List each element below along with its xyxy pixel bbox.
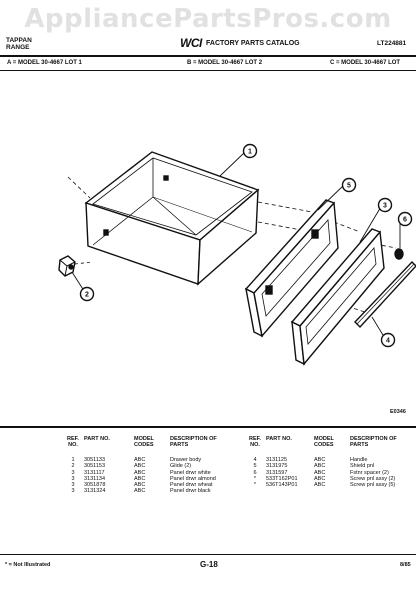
table-row <box>244 482 412 488</box>
cell-desc: Fstnr spacer (2) <box>350 469 389 476</box>
cell-code: ABC <box>314 469 326 476</box>
watermark-text: AppliancePartsPros.com <box>24 4 392 34</box>
cell-desc: Shield pnl <box>350 463 375 470</box>
parts-list-right <box>244 457 412 488</box>
cell-part: 3131597 <box>266 469 288 476</box>
table-header-row <box>244 436 412 448</box>
column-header-codes: MODEL CODES <box>314 436 334 448</box>
cell-code: ABC <box>134 457 146 463</box>
parts-table-right <box>244 436 412 488</box>
cell-ref: 5 <box>253 463 257 470</box>
callout-6-text: 6 <box>403 216 407 224</box>
exploded-parts-diagram <box>0 72 416 422</box>
models-rule <box>0 70 416 71</box>
model-a-label: A = MODEL 30-4667 LOT 1 <box>7 60 82 66</box>
cell-ref: 3 <box>71 475 75 482</box>
footer-rule <box>0 554 416 555</box>
callout-5-text: 5 <box>347 182 351 190</box>
cell-code: ABC <box>314 482 326 489</box>
callout-1-text: 1 <box>248 148 252 156</box>
page-number: G-18 <box>200 560 218 569</box>
cell-part: 3051878 <box>84 482 106 489</box>
cell-ref: 2 <box>71 463 75 470</box>
cell-desc: Panel drwr white <box>170 469 211 476</box>
table-row <box>62 488 240 494</box>
model-c-label: C = MODEL 30-4667 LOT <box>330 60 401 66</box>
cell-part: 3131134 <box>84 475 106 482</box>
cell-desc: Panel drwr almond <box>170 475 216 482</box>
brand-line-1: TAPPAN <box>6 37 32 44</box>
cell-code: ABC <box>134 482 146 489</box>
parts-list-left <box>62 457 240 495</box>
column-header-ref: REF. NO. <box>249 436 261 448</box>
cell-ref: 3 <box>71 482 75 489</box>
cell-desc: Screw pnl assy (5) <box>350 482 396 489</box>
figure-code: E0346 <box>390 409 406 415</box>
not-illustrated-note: * = Not Illustrated <box>5 562 51 568</box>
catalog-number: LT224881 <box>377 40 407 47</box>
parts-table-left <box>62 436 240 495</box>
column-header-desc: DESCRIPTION OF PARTS <box>350 436 397 448</box>
cell-code: ABC <box>134 488 146 495</box>
cell-ref: 4 <box>253 457 257 463</box>
cell-part: 533T162P01 <box>266 475 298 482</box>
cell-desc: Handle <box>350 457 368 463</box>
cell-part: 3131125 <box>266 457 288 463</box>
table-header-row <box>62 436 240 448</box>
cell-part: 3131117 <box>84 469 105 476</box>
cell-code: ABC <box>314 457 326 463</box>
cell-part: 3051133 <box>84 457 106 463</box>
cell-ref: 3 <box>71 469 75 476</box>
cell-code: ABC <box>314 463 326 470</box>
cell-part: 3131324 <box>84 488 106 495</box>
column-header-codes: MODEL CODES <box>134 436 154 448</box>
cell-code: ABC <box>314 475 326 482</box>
cell-part: 536T143P01 <box>266 482 298 489</box>
column-header-part: PART NO. <box>266 436 292 442</box>
cell-code: ABC <box>134 475 146 482</box>
wci-logo: WCI <box>180 36 202 50</box>
cell-desc: Panel drwr wheat <box>170 482 213 489</box>
column-header-part: PART NO. <box>84 436 110 442</box>
cell-ref: * <box>253 482 257 489</box>
catalog-date: 8/85 <box>400 562 411 568</box>
model-b-label: B = MODEL 30-4667 LOT 2 <box>187 60 263 66</box>
fastener-spacer-part <box>395 249 403 259</box>
drawer-body-part <box>86 152 258 284</box>
glide-part <box>59 256 92 276</box>
callout-2-text: 2 <box>85 291 89 299</box>
column-header-desc: DESCRIPTION OF PARTS <box>170 436 217 448</box>
callout-3-text: 3 <box>383 202 387 210</box>
header-rule <box>0 55 416 57</box>
cell-ref: * <box>253 475 257 482</box>
cell-desc: Drawer body <box>170 457 202 463</box>
callout-4-text: 4 <box>386 337 390 345</box>
brand-line-2: RANGE <box>6 44 30 51</box>
cell-ref: 6 <box>253 469 257 476</box>
cell-ref: 3 <box>71 488 75 495</box>
parts-table-top-rule <box>0 426 416 428</box>
cell-code: ABC <box>134 463 146 470</box>
cell-desc: Panel drwr black <box>170 488 211 495</box>
cell-code: ABC <box>134 469 146 476</box>
cell-desc: Glide (2) <box>170 463 192 470</box>
cell-desc: Screw pnl assy (2) <box>350 475 396 482</box>
cell-part: 3051153 <box>84 463 106 470</box>
cell-ref: 1 <box>71 457 75 463</box>
catalog-title: FACTORY PARTS CATALOG <box>206 40 300 47</box>
column-header-ref: REF. NO. <box>67 436 79 448</box>
cell-part: 3131975 <box>266 463 288 470</box>
